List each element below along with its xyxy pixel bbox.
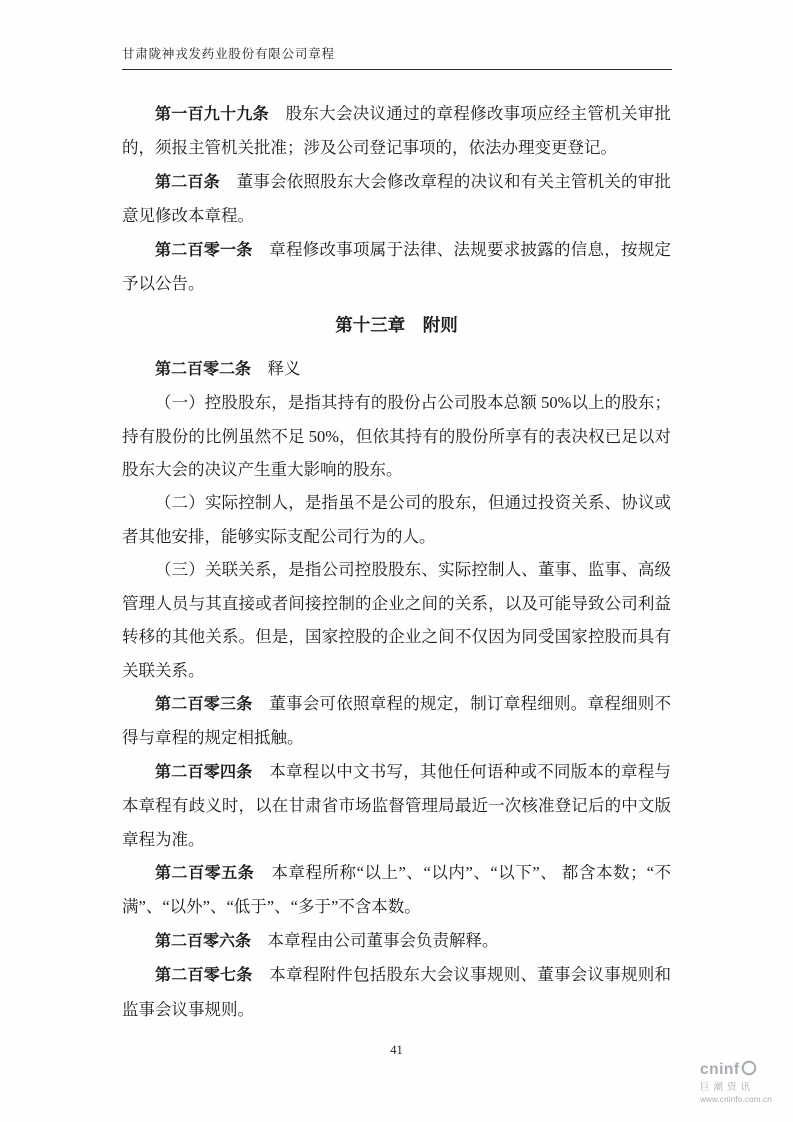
article-paragraph: 第二百零四条 本章程以中文书写，其他任何语种或不同版本的章程与本章程有歧义时，以在甘肃省市场监督管理局最近一次核准登记后的中文版章程为准。 [122, 761, 671, 849]
article-number: 第二百零二条 [155, 360, 252, 378]
article-number: 第二百零七条 [155, 967, 253, 985]
article-paragraph: 第二百零六条 本章程由公司董事会负责解释。 [155, 930, 499, 950]
article-number: 第二百零四条 [155, 763, 253, 781]
logo-chinese-name: 巨潮资讯 [700, 1081, 755, 1093]
article-paragraph: 第二百零一条 章程修改事项属于法律、法规要求披露的信息，按规定予以公告。 [122, 239, 671, 294]
page-header [122, 44, 672, 70]
logo-row [700, 1060, 778, 1081]
article-number: 第二百零六条 [155, 932, 252, 950]
article-paragraph: 第二百零二条 释义 [155, 358, 301, 378]
article-paragraph: 第二百零三条 董事会可依照章程的规定，制订章程细则。章程细则不得与章程的规定相抵触。 [122, 693, 671, 748]
document-title: 甘肃陇神戎发药业股份有限公司章程 [122, 47, 335, 61]
article-paragraph: 第二百条 董事会依照股东大会修改章程的决议和有关主管机关的审批意见修改本章程。 [122, 171, 671, 226]
cninfo-logo [700, 1060, 778, 1105]
article-paragraph: 第二百零七条 本章程附件包括股东大会议事规则、董事会议事规则和监事会议事规则。 [122, 965, 671, 1019]
article-number: 第二百零五条 [155, 864, 255, 882]
logo-url: www.cninfo.com.cn [700, 1094, 772, 1104]
chapter-heading: 第十三章 附则 [335, 315, 458, 336]
body-paragraph: （三）关联关系，是指公司控股股东、实际控制人、董事、监事、高级管理人员与其直接或者间接控制的企业之间的关系，以及可能导致公司利益转移的其他关系。但是，国家控股的企业之间不仅因为同受国家控股而具有关联关系。 [122, 560, 671, 680]
swirl-logo-icon [741, 1060, 757, 1081]
article-number: 第二百条 [155, 173, 220, 191]
page-number: 41 [390, 1043, 403, 1057]
logo-brand-text: cninf [700, 1061, 740, 1079]
article-number: 第二百零一条 [155, 241, 253, 259]
article-number: 第一百九十九条 [155, 106, 269, 123]
article-paragraph: 第一百九十九条 股东大会决议通过的章程修改事项应经主管机关审批的，须报主管机关批准；涉及公司登记事项的，依法办理变更登记。 [122, 104, 671, 158]
body-paragraph: （一）控股股东，是指其持有的股份占公司股本总额 50%以上的股东；持有股份的比例虽然不足 50%，但依其持有的股份所享有的表决权已足以对股东大会的决议产生重大影响的股东。 [122, 393, 671, 480]
document-body [122, 97, 671, 1026]
article-paragraph: 第二百零五条 本章程所称“以上”、“以内”、“以下”、 都含本数；“不满”、“以外”、“低于”、“多于”不含本数。 [122, 862, 671, 917]
body-paragraph: （二）实际控制人，是指虽不是公司的股东，但通过投资关系、协议或者其他安排，能够实际支配公司行为的人。 [122, 493, 671, 546]
article-number: 第二百零三条 [155, 695, 253, 713]
